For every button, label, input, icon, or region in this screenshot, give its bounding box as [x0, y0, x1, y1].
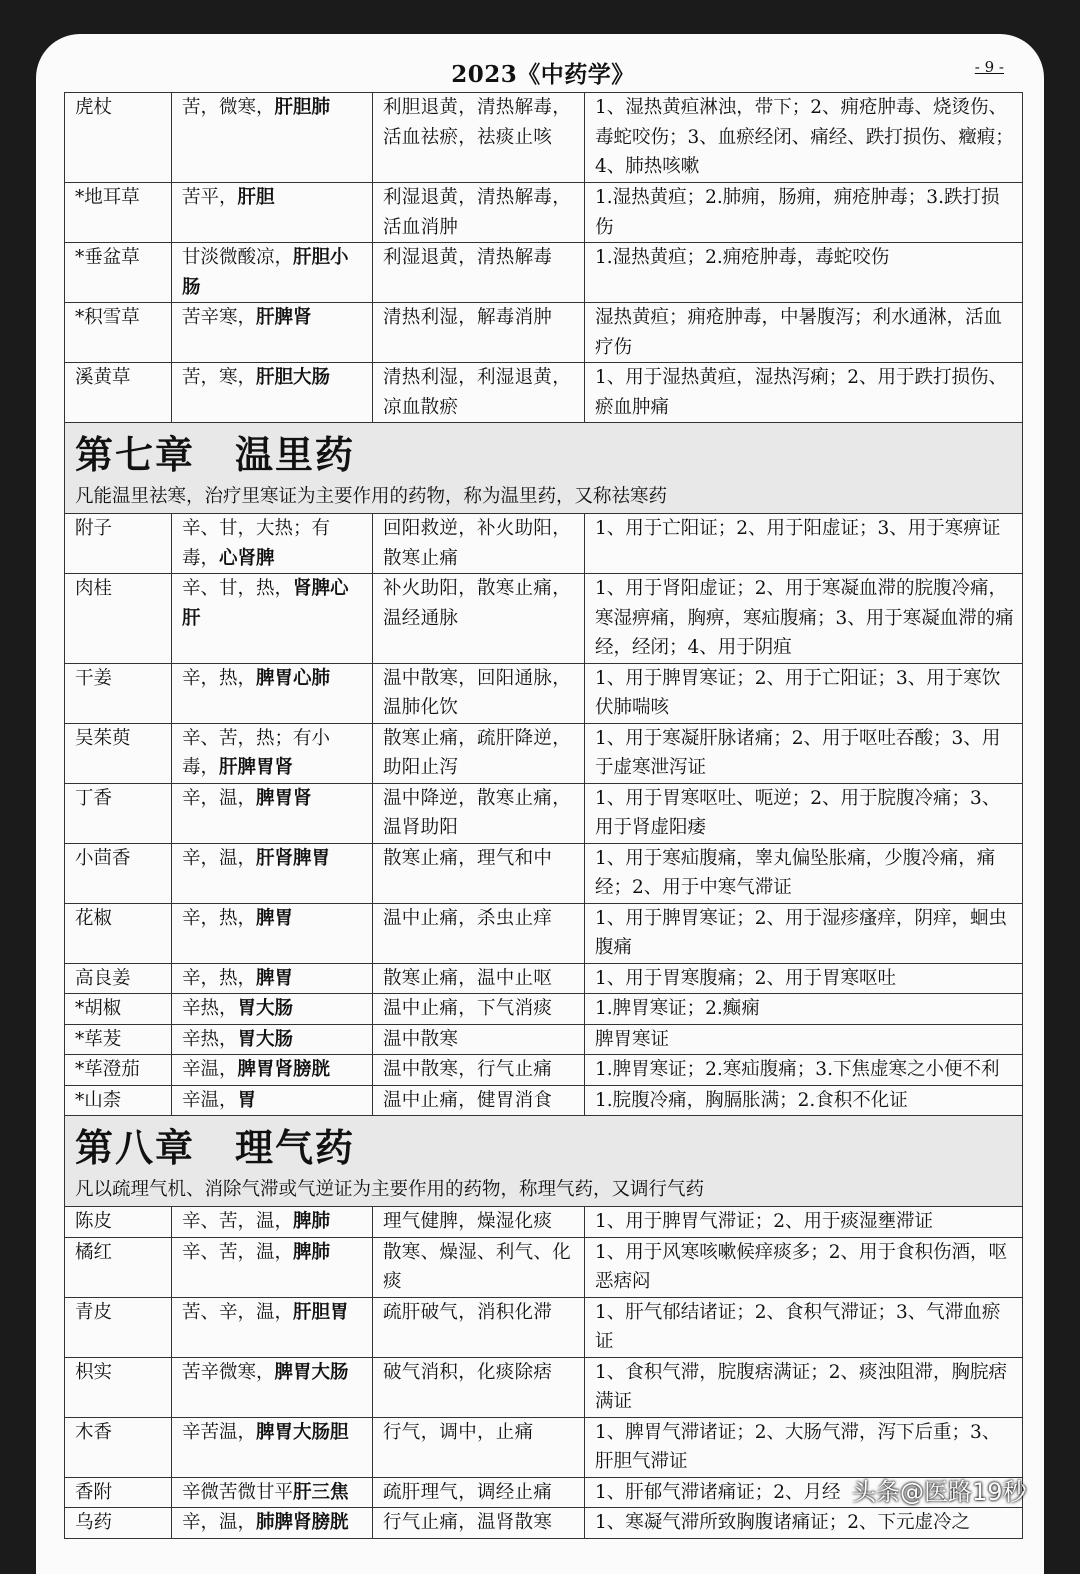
- herb-name: 木香: [65, 1417, 172, 1477]
- herb-indication: 1、用于脾胃寒证；2、用于亡阳证；3、用于寒饮伏肺喘咳: [585, 663, 1023, 723]
- herb-row: [65, 183, 1023, 243]
- herb-indication: 湿热黄疸；痈疮肿毒，中暑腹泻；利水通淋，活血疗伤: [585, 303, 1023, 363]
- herb-row: [65, 1085, 1023, 1116]
- herb-taste: 苦，寒，: [182, 367, 257, 388]
- herb-nature-meridian: [172, 514, 373, 574]
- herb-effect: 补火助阳，散寒止痛，温经通脉: [373, 574, 585, 664]
- herb-taste: 辛热，: [182, 1028, 238, 1050]
- herb-meridian: 脾胃心肺: [256, 667, 331, 689]
- herb-nature-meridian: [172, 303, 373, 363]
- chapter-header: [65, 1116, 1023, 1207]
- herb-indication: 1、用于脾胃气滞证；2、用于痰湿壅滞证: [585, 1207, 1023, 1238]
- herb-meridian: 胃大肠: [237, 998, 294, 1019]
- herb-indication: 1、肝气郁结诸证；2、食积气滞证；3、气滞血瘀证: [585, 1297, 1023, 1357]
- herb-taste: 苦辛寒，: [182, 307, 257, 328]
- herb-indication: 1.脘腹冷痛，胸膈胀满；2.食积不化证: [585, 1085, 1023, 1116]
- herb-indication: 1、用于亡阳证；2、用于阳虚证；3、用于寒痹证: [585, 514, 1023, 574]
- herb-name: 橘红: [65, 1237, 172, 1297]
- herb-effect: 理气健脾，燥湿化痰: [373, 1207, 585, 1238]
- herb-row: [65, 1237, 1023, 1297]
- herb-effect: 散寒、燥湿、利气、化痰: [373, 1237, 585, 1297]
- herb-row: [65, 903, 1023, 963]
- herb-nature-meridian: [172, 363, 373, 423]
- chapter-header-row: [65, 1116, 1023, 1207]
- herb-meridian: 肝胆大肠: [256, 367, 331, 388]
- herb-name: 香附: [65, 1477, 172, 1508]
- herb-effect: 散寒止痛，理气和中: [373, 843, 585, 903]
- herb-name: 小茴香: [65, 843, 172, 903]
- herb-indication: 1、用于肾阳虚证；2、用于寒凝血滞的脘腹冷痛，寒湿痹痛，胸痹，寒疝腹痛；3、用于寒凝血滞的痛经，经闭；4、用于阴疽: [585, 574, 1023, 664]
- herb-name: *胡椒: [65, 994, 172, 1025]
- herb-meridian: 肝胆胃: [293, 1301, 349, 1323]
- herb-effect: 温中止痛，下气消痰: [373, 994, 585, 1025]
- herb-name: 附子: [65, 514, 172, 574]
- herb-row: [65, 303, 1023, 363]
- herb-effect: 清热利湿，利湿退黄，凉血散瘀: [373, 363, 585, 423]
- chapter-description: 凡能温里祛寒，治疗里寒证为主要作用的药物，称为温里药，又称祛寒药: [75, 486, 668, 507]
- herb-row: [65, 363, 1023, 423]
- herb-meridian: 心肾脾: [219, 547, 275, 569]
- herb-name: *荜茇: [65, 1024, 172, 1055]
- herb-taste: 辛，热，: [182, 907, 257, 929]
- herb-name: 丁香: [65, 783, 172, 843]
- herb-nature-meridian: [172, 1085, 373, 1116]
- herb-indication: 1、用于脾胃寒证；2、用于湿疹瘙痒，阴痒，蛔虫腹痛: [585, 903, 1023, 963]
- herb-meridian: 脾胃: [256, 907, 294, 929]
- herb-meridian: 脾胃大肠胆: [256, 1421, 349, 1443]
- herb-effect: 温中散寒，回阳通脉，温肺化饮: [373, 663, 585, 723]
- herb-effect: 回阳救逆，补火助阳，散寒止痛: [373, 514, 585, 574]
- herb-effect: 温中降逆，散寒止痛，温肾助阳: [373, 783, 585, 843]
- herb-name: 枳实: [65, 1357, 172, 1417]
- herb-effect: 清热利湿，解毒消肿: [373, 303, 585, 363]
- herb-row: [65, 514, 1023, 574]
- herb-name: *荜澄茄: [65, 1055, 172, 1086]
- herb-meridian: 脾胃肾膀胱: [237, 1059, 331, 1080]
- herb-meridian: 肺脾肾膀胱: [256, 1512, 349, 1533]
- herb-name: 陈皮: [65, 1207, 172, 1238]
- herb-taste: 辛，热，: [182, 667, 257, 689]
- herb-effect: 利湿退黄，清热解毒，活血消肿: [373, 183, 585, 243]
- herb-name: 干姜: [65, 663, 172, 723]
- herb-meridian: 脾胃: [256, 967, 294, 989]
- herb-nature-meridian: [172, 1417, 373, 1477]
- chapter-title: 第七章 温里药: [75, 432, 356, 477]
- herb-meridian: 肝胆肺: [274, 97, 331, 118]
- chapter-header-row: [65, 423, 1023, 514]
- herb-indication: 1.湿热黄疸；2.肺痈，肠痈，痈疮肿毒；3.跌打损伤: [585, 183, 1023, 243]
- herb-taste: 辛、甘，热，: [182, 578, 294, 599]
- herb-effect: 行气止痛，温肾散寒: [373, 1508, 585, 1539]
- chapter-title: 第八章 理气药: [75, 1125, 356, 1170]
- herb-meridian: 肝三焦: [293, 1481, 349, 1503]
- herb-meridian: 脾肺: [293, 1241, 331, 1263]
- herb-indication: 1、用于寒凝肝脉诸痛；2、用于呕吐吞酸；3、用于虚寒泄泻证: [585, 723, 1023, 783]
- herb-effect: 破气消积，化痰除痞: [373, 1357, 585, 1417]
- herb-row: [65, 1508, 1023, 1539]
- herb-nature-meridian: [172, 243, 373, 303]
- herb-row: [65, 1207, 1023, 1238]
- herb-effect: 温中散寒: [373, 1024, 585, 1055]
- herb-row: [65, 243, 1023, 303]
- herb-meridian: 脾肺: [293, 1211, 331, 1232]
- herb-indication: 1.湿热黄疸；2.痈疮肿毒，毒蛇咬伤: [585, 243, 1023, 303]
- herb-taste: 辛、苦，温，: [182, 1211, 294, 1232]
- herb-meridian: 胃: [237, 1089, 257, 1111]
- herb-nature-meridian: [172, 963, 373, 994]
- herb-nature-meridian: [172, 843, 373, 903]
- herb-nature-meridian: [172, 663, 373, 723]
- herb-taste: 苦辛微寒，: [182, 1361, 275, 1383]
- herb-nature-meridian: [172, 1297, 373, 1357]
- herb-table: [64, 92, 1023, 1539]
- herb-nature-meridian: [172, 1477, 373, 1508]
- herb-meridian: 肝肾脾胃: [256, 847, 331, 869]
- herb-effect: 疏肝破气，消积化滞: [373, 1297, 585, 1357]
- herb-meridian: 脾胃肾: [256, 787, 312, 809]
- herb-meridian: 肝胆: [237, 187, 275, 208]
- watermark: 头条@医路19秒: [852, 1478, 1027, 1506]
- chapter-header: [65, 423, 1023, 514]
- herb-row: [65, 723, 1023, 783]
- herb-nature-meridian: [172, 1508, 373, 1539]
- herb-meridian: 脾胃大肠: [274, 1361, 349, 1383]
- herb-effect: 利胆退黄，清热解毒，活血祛瘀，祛痰止咳: [373, 93, 585, 183]
- herb-nature-meridian: [172, 574, 373, 664]
- herb-taste: 辛，热，: [182, 967, 257, 989]
- herb-meridian: 肝脾肾: [256, 307, 312, 328]
- herb-nature-meridian: [172, 1237, 373, 1297]
- herb-taste: 甘淡微酸凉，: [182, 247, 294, 268]
- herb-meridian: 肾脾心肝: [182, 578, 349, 629]
- herb-taste: 辛、甘，大热；有毒，: [182, 518, 331, 569]
- herb-nature-meridian: [172, 1207, 373, 1238]
- herb-nature-meridian: [172, 1055, 373, 1086]
- herb-meridian: 肝脾胃肾: [219, 757, 294, 778]
- herb-row: [65, 783, 1023, 843]
- herb-nature-meridian: [172, 183, 373, 243]
- herb-taste: 辛，温，: [182, 847, 257, 869]
- herb-indication: 1、用于胃寒腹痛；2、用于胃寒呕吐: [585, 963, 1023, 994]
- herb-taste: 苦，微寒，: [182, 97, 275, 118]
- herb-indication: 1、寒凝气滞所致胸腹诸痛证；2、下元虚冷之: [585, 1508, 1023, 1539]
- herb-taste: 辛、苦，温，: [182, 1241, 294, 1263]
- herb-taste: 辛、苦，热；有小毒，: [182, 727, 331, 778]
- herb-row: [65, 574, 1023, 664]
- herb-row: [65, 1055, 1023, 1086]
- herb-taste: 辛温，: [182, 1089, 238, 1111]
- herb-nature-meridian: [172, 903, 373, 963]
- herb-row: [65, 1297, 1023, 1357]
- herb-effect: 疏肝理气，调经止痛: [373, 1477, 585, 1508]
- herb-name: 花椒: [65, 903, 172, 963]
- document-title: 2023《中药学》: [451, 61, 635, 88]
- herb-indication: 1、用于湿热黄疸，湿热泻痢；2、用于跌打损伤、瘀血肿痛: [585, 363, 1023, 423]
- herb-row: [65, 93, 1023, 183]
- herb-row: [65, 1357, 1023, 1417]
- herb-row: [65, 1417, 1023, 1477]
- herb-nature-meridian: [172, 1024, 373, 1055]
- herb-nature-meridian: [172, 783, 373, 843]
- herb-taste: 苦、辛，温，: [182, 1301, 294, 1323]
- herb-nature-meridian: [172, 994, 373, 1025]
- herb-taste: 苦平，: [182, 187, 238, 208]
- herb-indication: 1.脾胃寒证；2.寒疝腹痛；3.下焦虚寒之小便不利: [585, 1055, 1023, 1086]
- herb-effect: 温中止痛，健胃消食: [373, 1085, 585, 1116]
- herb-row: [65, 1024, 1023, 1055]
- herb-name: 乌药: [65, 1508, 172, 1539]
- herb-row: [65, 994, 1023, 1025]
- herb-nature-meridian: [172, 93, 373, 183]
- herb-name: 肉桂: [65, 574, 172, 664]
- herb-indication: 脾胃寒证: [585, 1024, 1023, 1055]
- herb-name: *地耳草: [65, 183, 172, 243]
- herb-name: 吴茱萸: [65, 723, 172, 783]
- herb-indication: 1、用于风寒咳嗽候痒痰多；2、用于食积伤酒，呕恶痞闷: [585, 1237, 1023, 1297]
- page-header: [64, 56, 1022, 94]
- herb-row: [65, 963, 1023, 994]
- herb-taste: 辛温，: [182, 1059, 238, 1080]
- herb-row: [65, 843, 1023, 903]
- herb-meridian: 胃大肠: [237, 1028, 294, 1050]
- herb-name: *山柰: [65, 1085, 172, 1116]
- herb-effect: 散寒止痛，温中止呕: [373, 963, 585, 994]
- herb-indication: 1、用于寒疝腹痛，睾丸偏坠胀痛，少腹冷痛，痛经；2、用于中寒气滞证: [585, 843, 1023, 903]
- herb-indication: 1.脾胃寒证；2.癫痫: [585, 994, 1023, 1025]
- herb-name: *积雪草: [65, 303, 172, 363]
- herb-taste: 辛苦温，: [182, 1421, 257, 1443]
- herb-taste: 辛，温，: [182, 1512, 257, 1533]
- herb-name: *垂盆草: [65, 243, 172, 303]
- herb-indication: 1、湿热黄疸淋浊，带下；2、痈疮肿毒、烧烫伤、毒蛇咬伤；3、血瘀经闭、痛经、跌打损伤、癥瘕；4、肺热咳嗽: [585, 93, 1023, 183]
- herb-effect: 行气，调中，止痛: [373, 1417, 585, 1477]
- herb-name: 溪黄草: [65, 363, 172, 423]
- herb-taste: 辛微苦微甘平: [182, 1481, 294, 1503]
- herb-effect: 温中散寒，行气止痛: [373, 1055, 585, 1086]
- herb-name: 虎杖: [65, 93, 172, 183]
- herb-name: 高良姜: [65, 963, 172, 994]
- herb-effect: 利湿退黄，清热解毒: [373, 243, 585, 303]
- herb-taste: 辛热，: [182, 998, 238, 1019]
- herb-nature-meridian: [172, 723, 373, 783]
- page-number: - 9 -: [974, 58, 1004, 76]
- herb-effect: 散寒止痛，疏肝降逆，助阳止泻: [373, 723, 585, 783]
- herb-taste: 辛，温，: [182, 787, 257, 809]
- herb-effect: 温中止痛，杀虫止痒: [373, 903, 585, 963]
- herb-indication: 1、食积气滞，脘腹痞满证；2、痰浊阻滞，胸脘痞满证: [585, 1357, 1023, 1417]
- herb-row: [65, 663, 1023, 723]
- herb-name: 青皮: [65, 1297, 172, 1357]
- herb-nature-meridian: [172, 1357, 373, 1417]
- herb-indication: 1、脾胃气滞诸证；2、大肠气滞，泻下后重；3、肝胆气滞证: [585, 1417, 1023, 1477]
- herb-indication: 1、用于胃寒呕吐、呃逆；2、用于脘腹冷痛；3、用于肾虚阳痿: [585, 783, 1023, 843]
- herb-indication: 1、肝郁气滞诸痛证；2、月经: [585, 1477, 1023, 1508]
- chapter-description: 凡以疏理气机、消除气滞或气逆证为主要作用的药物，称理气药，又调行气药: [75, 1179, 705, 1200]
- herb-meridian: 肝胆小肠: [182, 247, 349, 298]
